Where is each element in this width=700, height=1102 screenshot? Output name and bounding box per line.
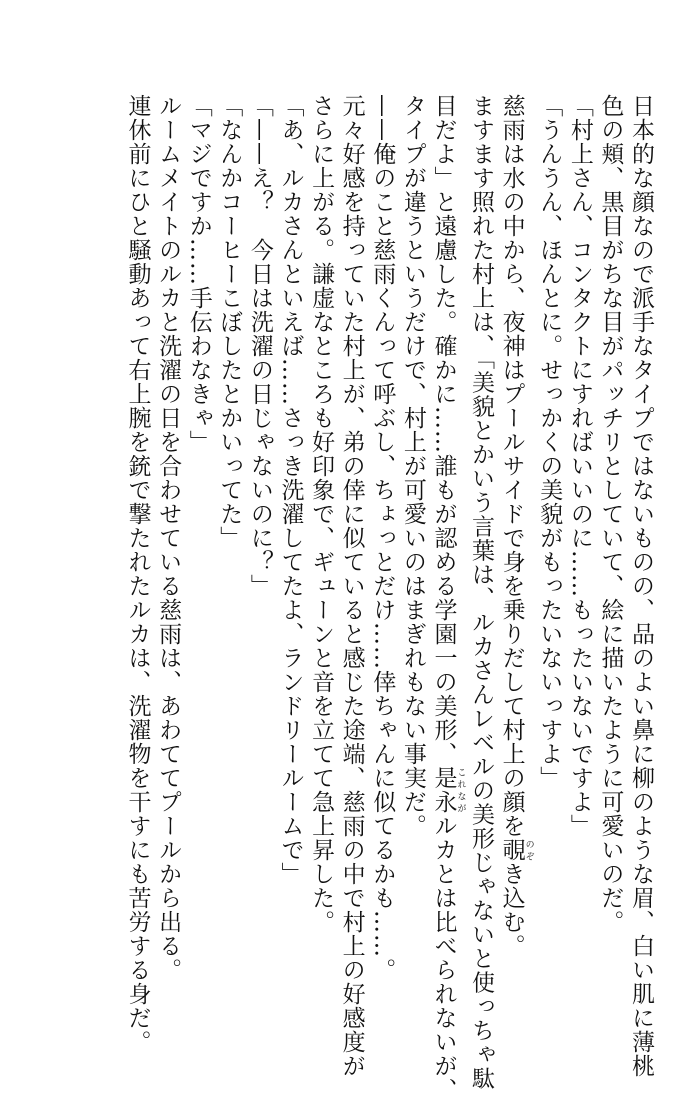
text-line: 「マジですか……手伝わなきゃ」 [185,94,212,454]
ruby-word [430,766,466,814]
text-segment: ルカとは比べられないが、 [430,814,457,1102]
text-line: ——俺のこと慈雨くんって呼ぶし、ちょっとだけ……倖ちゃんに似てるかも……。 [369,94,396,982]
text-line: 「なんかコーヒーこぼしたとかいってた」 [216,94,243,550]
text-line: 元々好感を持っていた村上が、弟の倖に似ていると感じた途端、慈雨の中で村上の好感度が [338,94,365,1078]
text-line: 「あ、ルカさんといえば……さっき洗濯してたよ、ランドリールームで」 [277,94,304,886]
text-line-with-ruby [428,94,466,1102]
text-line: 「うんうん、ほんとに。せっかくの美貌がもったいないっすよ」 [536,94,563,790]
text-line: 「——え？ 今日は洗濯の日じゃないのに？」 [246,94,273,598]
ruby-reading: のぞ [523,838,534,862]
ruby-base: 覗 [498,838,525,862]
text-line: ルームメイトのルカと洗濯の日を合わせている慈雨は、あわててプールから出る。 [155,94,182,982]
text-line: ますます照れた村上は、「美貌とかいう言葉は、ルカさんレベルの美形じゃないと使っちゃ駄 [468,94,495,1091]
text-line-with-ruby [496,94,534,974]
text-segment: 目だよ」と遠慮した。確かに……誰もが認める学園一の美形、 [430,94,457,766]
text-line: 日本的な顔なので派手なタイプではないものの、品のよい鼻に柳のような眉、白い肌に薄桃 [628,94,654,1078]
ruby-reading: これなが [455,766,466,814]
text-line: タイプが違うというだけで、村上が可愛いのはまぎれもない事実だ。 [399,94,426,838]
text-segment: き込む。 [498,862,525,958]
text-line: さらに上がる。謙虚なところも好印象で、ギューンと音を立てて急上昇した。 [308,94,335,934]
ruby-word [498,838,534,862]
ruby-base: 是永 [430,766,457,814]
text-line: 「村上さん、コンタクトにすればいいのに……もったいないですよ」 [566,94,593,838]
text-segment: 慈雨は水の中から、夜神はプールサイドで身を乗りだして村上の顔を [498,94,525,838]
text-line: 色の頬、黒目がちな目がパッチリとしていて、絵に描いたように可愛いのだ。 [597,94,624,934]
text-line: 連休前にひと騒動あって右上腕を銃で撃たれたルカは、洗濯物を干すにも苦労する身だ。 [124,94,151,1054]
vertical-text-body [122,94,656,1102]
